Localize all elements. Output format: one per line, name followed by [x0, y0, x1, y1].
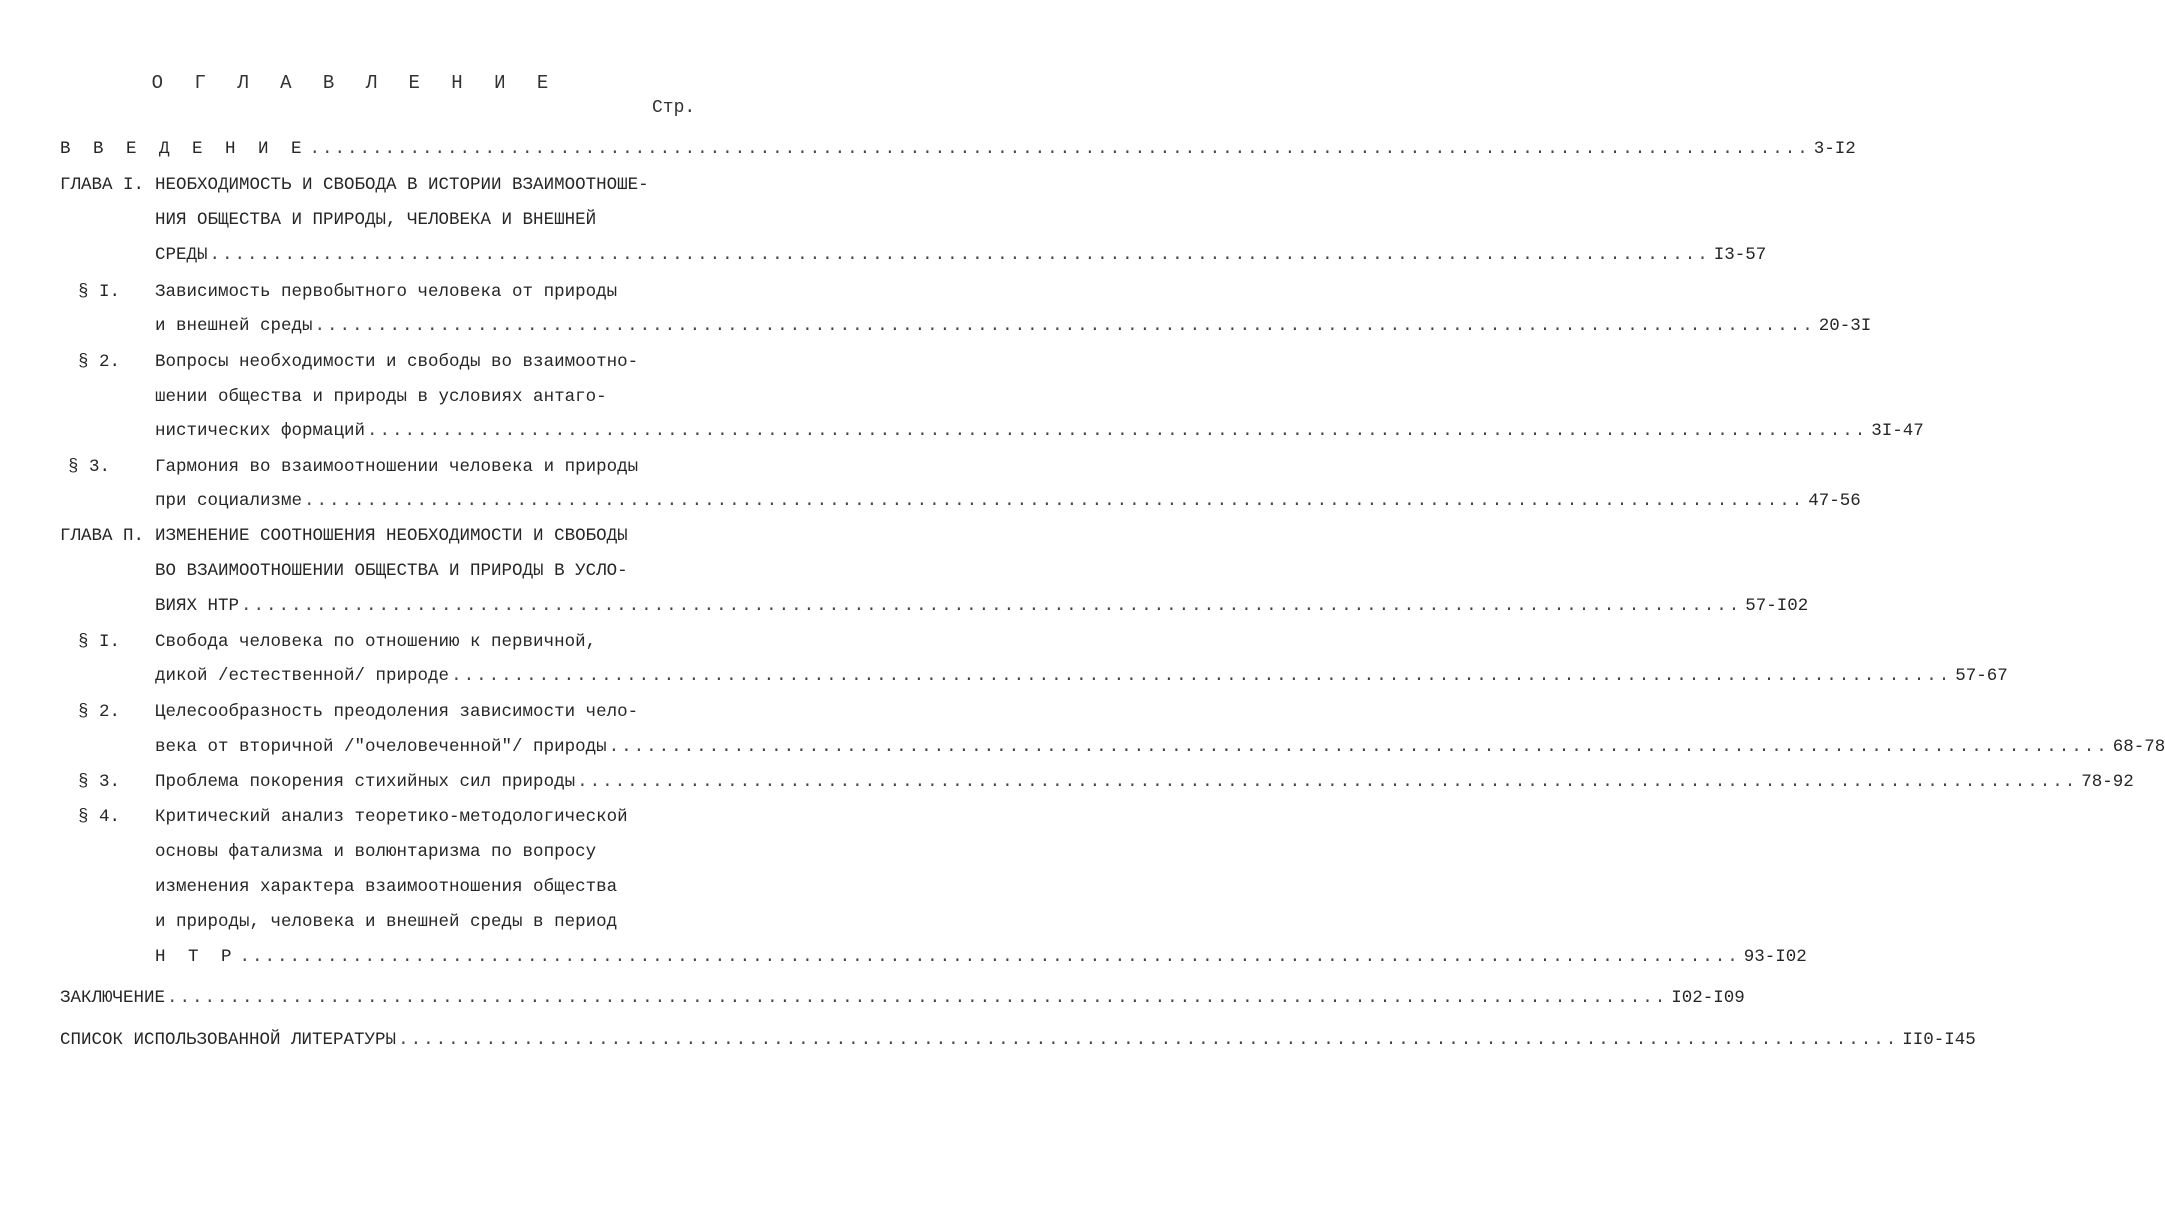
leader-dots: ........................................................................................................................	[241, 596, 1742, 616]
section-mark: § 3.	[78, 772, 121, 792]
toc-entry-title: ЗАКЛЮЧЕНИЕ	[60, 988, 166, 1008]
section-title-last-line	[155, 945, 1807, 969]
chapter-1-label: ГЛАВА I.	[60, 175, 145, 195]
toc-entry-conclusion	[60, 986, 1745, 1010]
section-title-line: Гармония во взаимоотношении человека и природы	[155, 457, 639, 477]
leader-dots: ........................................................................................................................	[398, 1030, 1899, 1050]
section-title-line: Вопросы необходимости и свободы во взаимоотно-	[155, 352, 639, 372]
leader-dots: ........................................................................................................................	[304, 491, 1805, 511]
toc-entry-title: при социализме	[155, 491, 303, 511]
toc-entry-page: 78-92	[2081, 772, 2134, 792]
toc-entry-title: Н Т Р	[155, 947, 238, 967]
chapter-1-title-line: НИЯ ОБЩЕСТВА И ПРИРОДЫ, ЧЕЛОВЕКА И ВНЕШНЕЙ	[155, 210, 597, 230]
leader-dots: ........................................................................................................................	[314, 316, 1815, 336]
leader-dots: ........................................................................................................................	[608, 737, 2109, 757]
section-title-line: Свобода человека по отношению к первичной,	[155, 632, 597, 652]
toc-entry-page: II0-I45	[1902, 1030, 1976, 1050]
section-mark: § I.	[78, 282, 121, 302]
page-title: О Г Л А В Л Е Н И Е	[151, 72, 559, 94]
toc-entry-title: СПИСОК ИСПОЛЬЗОВАННОЙ ЛИТЕРАТУРЫ	[60, 1030, 397, 1050]
section-title-line: и природы, человека и внешней среды в период	[155, 912, 618, 932]
toc-entry-title: дикой /естественной/ природе	[155, 666, 450, 686]
toc-entry-page: I02-I09	[1671, 988, 1745, 1008]
section-title-line: Критический анализ теоретико-методологической	[155, 807, 628, 827]
toc-entry-title: СРЕДЫ	[155, 245, 208, 265]
toc-entry-title: и внешней среды	[155, 316, 313, 336]
toc-entry-page: 3-I2	[1813, 139, 1856, 159]
section-mark: § I.	[78, 632, 121, 652]
section-mark: § 2.	[78, 702, 121, 722]
section-title-line: Зависимость первобытного человека от природы	[155, 282, 618, 302]
chapter-2-label: ГЛАВА П.	[60, 526, 145, 546]
section-title-line: шении общества и природы в условиях антаго-	[155, 387, 607, 407]
leader-dots: ........................................................................................................................	[577, 772, 2078, 792]
leader-dots: ........................................................................................................................	[239, 947, 1740, 967]
leader-dots: ........................................................................................................................	[309, 139, 1810, 159]
toc-entry-page: 93-I02	[1743, 947, 1807, 967]
leader-dots: ........................................................................................................................	[451, 666, 1952, 686]
section-title-line: изменения характера взаимоотношения общества	[155, 877, 618, 897]
chapter-2-title-last-line	[155, 594, 1809, 618]
toc-entry-page: 20-3I	[1818, 316, 1872, 336]
chapter-2-title-line: ИЗМЕНЕНИЕ СООТНОШЕНИЯ НЕОБХОДИМОСТИ И СВОБОДЫ	[155, 526, 628, 546]
toc-entry-title: Проблема покорения стихийных сил природы	[155, 772, 576, 792]
leader-dots: ........................................................................................................................	[367, 421, 1868, 441]
section-title-line: Целесообразность преодоления зависимости чело-	[155, 702, 639, 722]
section-title-last-line	[155, 419, 1924, 443]
page-column-label: Стр.	[652, 98, 696, 118]
toc-entry-title: века от вторичной /"очеловеченной"/ природы	[155, 737, 607, 757]
section-mark: § 4.	[78, 807, 121, 827]
toc-entry-page: 3I-47	[1871, 421, 1924, 441]
leader-dots: ........................................................................................................................	[209, 245, 1710, 265]
toc-entry-title: ВИЯХ НТР	[155, 596, 240, 616]
section-single-line	[78, 770, 2134, 794]
toc-entry-title: нистических формаций	[155, 421, 366, 441]
toc-entry-bibliography	[60, 1028, 1976, 1052]
toc-entry-page: 57-67	[1955, 666, 2008, 686]
toc-entry-page: I3-57	[1713, 245, 1767, 265]
toc-entry-page: 57-I02	[1745, 596, 1809, 616]
leader-dots: ........................................................................................................................	[167, 988, 1668, 1008]
section-title-last-line	[155, 735, 2165, 759]
toc-entry-intro	[60, 137, 1856, 161]
chapter-2-title-line: ВО ВЗАИМООТНОШЕНИИ ОБЩЕСТВА И ПРИРОДЫ В УСЛО-	[155, 561, 628, 581]
toc-entry-page: 68-78	[2112, 737, 2165, 757]
chapter-1-title-line: НЕОБХОДИМОСТЬ И СВОБОДА В ИСТОРИИ ВЗАИМООТНОШЕ-	[155, 175, 649, 195]
section-mark: § 2.	[78, 352, 121, 372]
section-title-last-line	[155, 314, 1872, 338]
toc-entry-page: 47-56	[1808, 491, 1861, 511]
chapter-1-title-last-line	[155, 243, 1767, 267]
section-mark: § 3.	[68, 457, 111, 477]
section-title-last-line	[155, 664, 2008, 688]
toc-entry-title: В В Е Д Е Н И Е	[60, 139, 308, 159]
section-title-line: основы фатализма и волюнтаризма по вопросу	[155, 842, 597, 862]
section-title-last-line	[155, 489, 1861, 513]
